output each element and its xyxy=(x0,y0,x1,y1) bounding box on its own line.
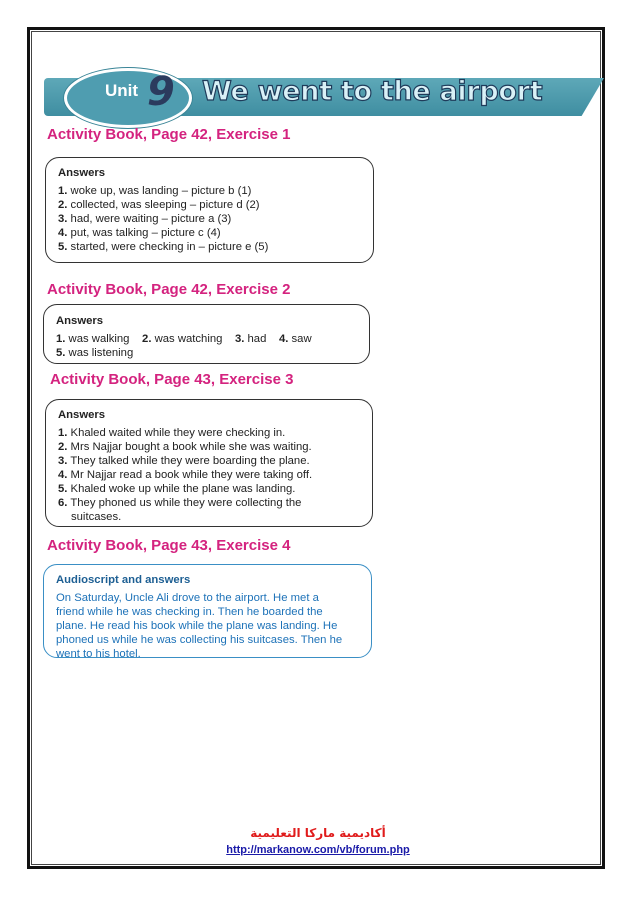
answer-line xyxy=(58,226,361,240)
unit-label: Unit xyxy=(105,81,139,100)
answer-text: Khaled waited while they were checking in. xyxy=(67,427,286,439)
answer-line-continuation xyxy=(58,510,360,524)
exercise-2-heading: Activity Book, Page 42, Exercise 2 xyxy=(47,281,291,298)
answer-line xyxy=(58,440,360,454)
answer-number: 6. xyxy=(58,497,68,509)
answer-line xyxy=(56,332,357,346)
answer-line xyxy=(58,454,360,468)
paragraph-line: phoned us while he was collecting his suitcases. Then he xyxy=(56,634,343,646)
box-title: Answers xyxy=(58,167,106,179)
answer-number: 1. xyxy=(58,427,68,439)
answer-line xyxy=(58,468,360,482)
answer-text: They phoned us while they were collecting the xyxy=(67,497,302,509)
unit-banner xyxy=(42,69,608,124)
exercise-3-answer-box xyxy=(45,399,373,527)
answer-number: 3. xyxy=(234,333,245,345)
answer-text: They talked while they were boarding the plane. xyxy=(67,455,310,467)
exercise-2-answer-box xyxy=(43,304,370,364)
answer-text: suitcases. xyxy=(71,511,122,523)
answer-text: had xyxy=(244,333,267,345)
exercise-4-heading: Activity Book, Page 43, Exercise 4 xyxy=(47,537,291,554)
answer-number: 4. xyxy=(58,227,68,239)
answer-text: Mrs Najjar bought a book while she was waiting. xyxy=(67,441,312,453)
answer-number: 5. xyxy=(58,483,68,495)
answer-number: 3. xyxy=(58,213,68,225)
answer-line xyxy=(58,198,361,212)
answer-line xyxy=(58,212,361,226)
paragraph-line: went to his hotel. xyxy=(56,648,141,660)
paragraph-line: plane. He read his book while the plane was landing. He xyxy=(56,620,338,632)
answer-text: saw xyxy=(288,333,312,345)
exercise-1-heading: Activity Book, Page 42, Exercise 1 xyxy=(47,126,291,143)
answer-line xyxy=(58,184,361,198)
answer-number: 2. xyxy=(142,333,152,345)
answer-text: Khaled woke up while the plane was landing. xyxy=(67,483,296,495)
answer-number: 3. xyxy=(58,455,68,467)
unit-title: We went to the airport xyxy=(202,76,543,107)
answer-line xyxy=(58,496,360,510)
answer-number: 2. xyxy=(58,441,68,453)
footer-academy-name: أكاديمية ماركا التعليمية xyxy=(250,826,386,840)
answer-text: woke up, was landing – picture b (1) xyxy=(67,185,252,197)
footer-forum-link[interactable]: http://markanow.com/vb/forum.php xyxy=(226,844,410,856)
answer-number: 5. xyxy=(58,241,68,253)
exercise-4-audioscript-box xyxy=(43,564,372,658)
answer-text: started, were checking in – picture e (5) xyxy=(67,241,269,253)
answer-text: was watching xyxy=(151,333,223,345)
answer-number: 5. xyxy=(56,347,66,359)
answer-number: 4. xyxy=(278,333,289,345)
paragraph-line: On Saturday, Uncle Ali drove to the airport. He met a xyxy=(56,592,319,604)
answer-number: 1. xyxy=(56,333,66,345)
exercise-1-answer-box xyxy=(45,157,374,263)
paragraph-line: friend while he was checking in. Then he boarded the xyxy=(56,606,323,618)
answer-text: was listening xyxy=(65,347,134,359)
unit-badge xyxy=(64,68,192,128)
answer-line xyxy=(56,346,357,360)
answer-text: was walking xyxy=(65,333,130,345)
answer-line xyxy=(58,426,360,440)
answer-number: 1. xyxy=(58,185,68,197)
box-title: Audioscript and answers xyxy=(56,574,191,586)
answer-number: 4. xyxy=(58,469,68,481)
exercise-3-heading: Activity Book, Page 43, Exercise 3 xyxy=(50,371,294,388)
answer-number: 2. xyxy=(58,199,68,211)
box-title: Answers xyxy=(58,409,106,421)
answer-line xyxy=(58,240,361,254)
answer-text: had, were waiting – picture a (3) xyxy=(67,213,232,225)
answer-text: put, was talking – picture c (4) xyxy=(67,227,221,239)
box-title: Answers xyxy=(56,315,104,327)
answer-line xyxy=(58,482,360,496)
unit-number: 9 xyxy=(147,69,175,115)
answer-text: Mr Najjar read a book while they were taking off. xyxy=(67,469,313,481)
answer-text: collected, was sleeping – picture d (2) xyxy=(67,199,260,211)
